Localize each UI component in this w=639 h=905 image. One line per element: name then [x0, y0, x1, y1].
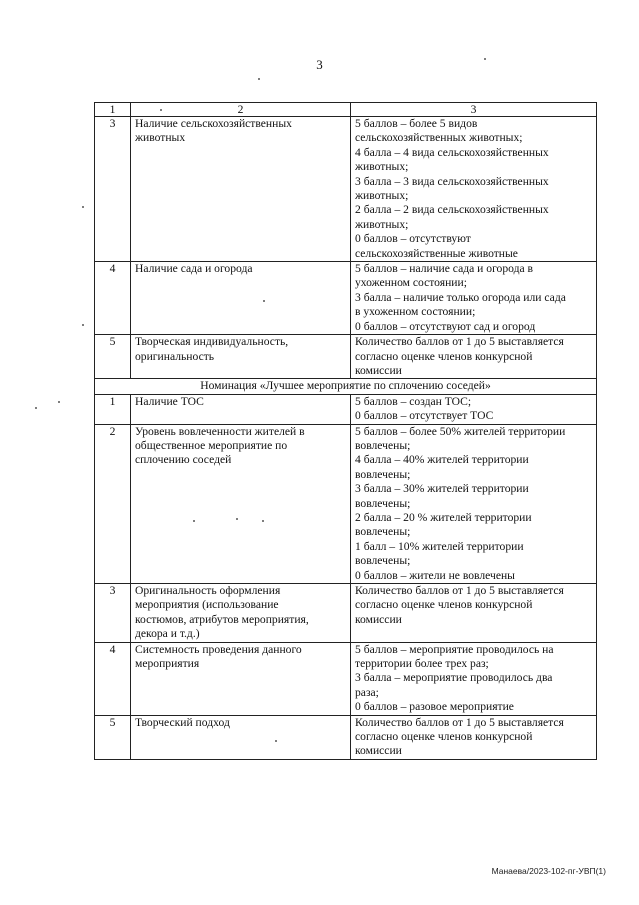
cell-text-line: 2 балла – 20 % жителей территории: [355, 510, 532, 524]
scoring-cell: [351, 424, 597, 583]
nomination-row: [95, 379, 597, 394]
scoring-cell: [351, 117, 597, 262]
cell-text-line: 4 балла – 4 вида сельскохозяйственных: [355, 145, 549, 159]
cell-text-line: Наличие сада и огорода: [135, 262, 253, 276]
cell-text-line: согласно оценке членов конкурсной: [355, 730, 533, 744]
scan-speck: [484, 58, 486, 60]
cell-text-line: 0 баллов – жители не вовлечены: [355, 568, 515, 582]
criterion-cell: [131, 424, 351, 583]
cell-text-line: вовлечены;: [355, 554, 411, 568]
scan-speck: [35, 407, 37, 409]
table-row: [95, 335, 597, 379]
scan-speck: [160, 109, 162, 111]
row-number: 3: [95, 584, 131, 643]
cell-text-line: 3 балла – 3 вида сельскохозяйственных: [355, 174, 549, 188]
cell-text-line: 3 балла – наличие только огорода или сада: [355, 290, 566, 304]
criterion-cell: [131, 642, 351, 715]
scan-speck: [263, 300, 265, 302]
cell-text-line: животных: [135, 131, 186, 145]
row-number: 5: [95, 715, 131, 759]
scan-speck: [236, 518, 238, 520]
cell-text-line: мероприятия: [135, 657, 200, 671]
table-row: [95, 642, 597, 715]
row-number: 2: [95, 424, 131, 583]
scoring-cell: [351, 262, 597, 335]
scoring-cell: [351, 584, 597, 643]
cell-text-line: 1 балл – 10% жителей территории: [355, 539, 524, 553]
header-cell-criterion: 2: [131, 103, 351, 117]
table-row: [95, 262, 597, 335]
cell-text-line: мероприятия (использование: [135, 598, 279, 612]
row-number: 5: [95, 335, 131, 379]
cell-text-line: 0 баллов – отсутствует ТОС: [355, 409, 494, 423]
cell-text-line: Количество баллов от 1 до 5 выставляется: [355, 584, 564, 597]
criterion-cell: [131, 117, 351, 262]
table-row: [95, 715, 597, 759]
cell-text-line: вовлечены;: [355, 438, 411, 452]
cell-text-line: Творческий подход: [135, 715, 230, 729]
cell-text-line: общественное мероприятие по: [135, 438, 288, 452]
cell-text-line: Уровень вовлеченности жителей в: [135, 424, 305, 438]
scan-speck: [258, 78, 260, 80]
cell-text-line: вовлечены;: [355, 525, 411, 539]
cell-text-line: комиссии: [355, 612, 402, 626]
table-header-row: [95, 103, 597, 117]
cell-text-line: декора и т.д.): [135, 627, 200, 641]
criterion-cell: [131, 262, 351, 335]
cell-text-line: 5 баллов – более 50% жителей территории: [355, 424, 566, 438]
cell-text-line: 0 баллов – отсутствуют: [355, 232, 471, 246]
criterion-cell: [131, 584, 351, 643]
cell-text-line: Количество баллов от 1 до 5 выставляется: [355, 715, 564, 729]
cell-text-line: 0 баллов – разовое мероприятие: [355, 700, 514, 714]
cell-text-line: в ухоженном состоянии;: [355, 305, 476, 319]
scoring-cell: [351, 642, 597, 715]
cell-text-line: 3 балла – 30% жителей территории: [355, 482, 529, 496]
cell-text-line: 5 баллов – более 5 видов: [355, 117, 478, 130]
scan-speck: [193, 520, 195, 522]
scan-speck: [58, 401, 60, 403]
cell-text-line: 0 баллов – отсутствуют сад и огород: [355, 319, 536, 333]
cell-text-line: согласно оценке членов конкурсной: [355, 349, 533, 363]
cell-text-line: животных;: [355, 160, 409, 174]
scan-speck: [82, 324, 84, 326]
table-row: [95, 394, 597, 424]
cell-text-line: комиссии: [355, 363, 402, 377]
cell-text-line: территории более трех раз;: [355, 657, 489, 671]
header-cell-scoring: 3: [351, 103, 597, 117]
row-number: 1: [95, 394, 131, 424]
cell-text-line: раза;: [355, 685, 379, 699]
cell-text-line: вовлечены;: [355, 467, 411, 481]
cell-text-line: 4 балла – 40% жителей территории: [355, 453, 529, 467]
cell-text-line: согласно оценке членов конкурсной: [355, 598, 533, 612]
criterion-cell: [131, 715, 351, 759]
criteria-table: [94, 102, 597, 760]
cell-text-line: 5 баллов – создан ТОС;: [355, 394, 472, 408]
cell-text-line: животных;: [355, 217, 409, 231]
cell-text-line: 5 баллов – наличие сада и огорода в: [355, 262, 534, 276]
cell-text-line: сплочению соседей: [135, 453, 232, 467]
cell-text-line: сельскохозяйственные животные: [355, 246, 518, 260]
cell-text-line: Наличие сельскохозяйственных: [135, 117, 292, 130]
scan-speck: [82, 206, 84, 208]
table-row: [95, 117, 597, 262]
cell-text-line: оригинальность: [135, 349, 215, 363]
cell-text-line: 5 баллов – мероприятие проводилось на: [355, 642, 554, 656]
row-number: 3: [95, 117, 131, 262]
header-cell-number: 1: [95, 103, 131, 117]
cell-text-line: 3 балла – мероприятие проводилось два: [355, 671, 553, 685]
nomination-title: Номинация «Лучшее мероприятие по сплочению соседей»: [95, 379, 597, 394]
document-code: Манаева/2023-102-пг-УВП(1): [491, 866, 606, 876]
scan-speck: [275, 740, 277, 742]
cell-text-line: Количество баллов от 1 до 5 выставляется: [355, 335, 564, 349]
criterion-cell: [131, 335, 351, 379]
cell-text-line: Творческая индивидуальность,: [135, 335, 289, 349]
scan-speck: [262, 520, 264, 522]
cell-text-line: ухоженном состоянии;: [355, 276, 467, 290]
table-row: [95, 584, 597, 643]
scoring-cell: [351, 715, 597, 759]
row-number: 4: [95, 262, 131, 335]
cell-text-line: Наличие ТОС: [135, 394, 204, 408]
cell-text-line: сельскохозяйственных животных;: [355, 131, 523, 145]
scoring-cell: [351, 394, 597, 424]
cell-text-line: Оригинальность оформления: [135, 584, 281, 597]
cell-text-line: Системность проведения данного: [135, 642, 302, 656]
scoring-cell: [351, 335, 597, 379]
cell-text-line: комиссии: [355, 744, 402, 758]
table-row: [95, 424, 597, 583]
cell-text-line: костюмов, атрибутов мероприятия,: [135, 612, 309, 626]
cell-text-line: вовлечены;: [355, 496, 411, 510]
row-number: 4: [95, 642, 131, 715]
cell-text-line: 2 балла – 2 вида сельскохозяйственных: [355, 203, 549, 217]
page-number: 3: [316, 57, 323, 72]
criterion-cell: [131, 394, 351, 424]
cell-text-line: животных;: [355, 189, 409, 203]
